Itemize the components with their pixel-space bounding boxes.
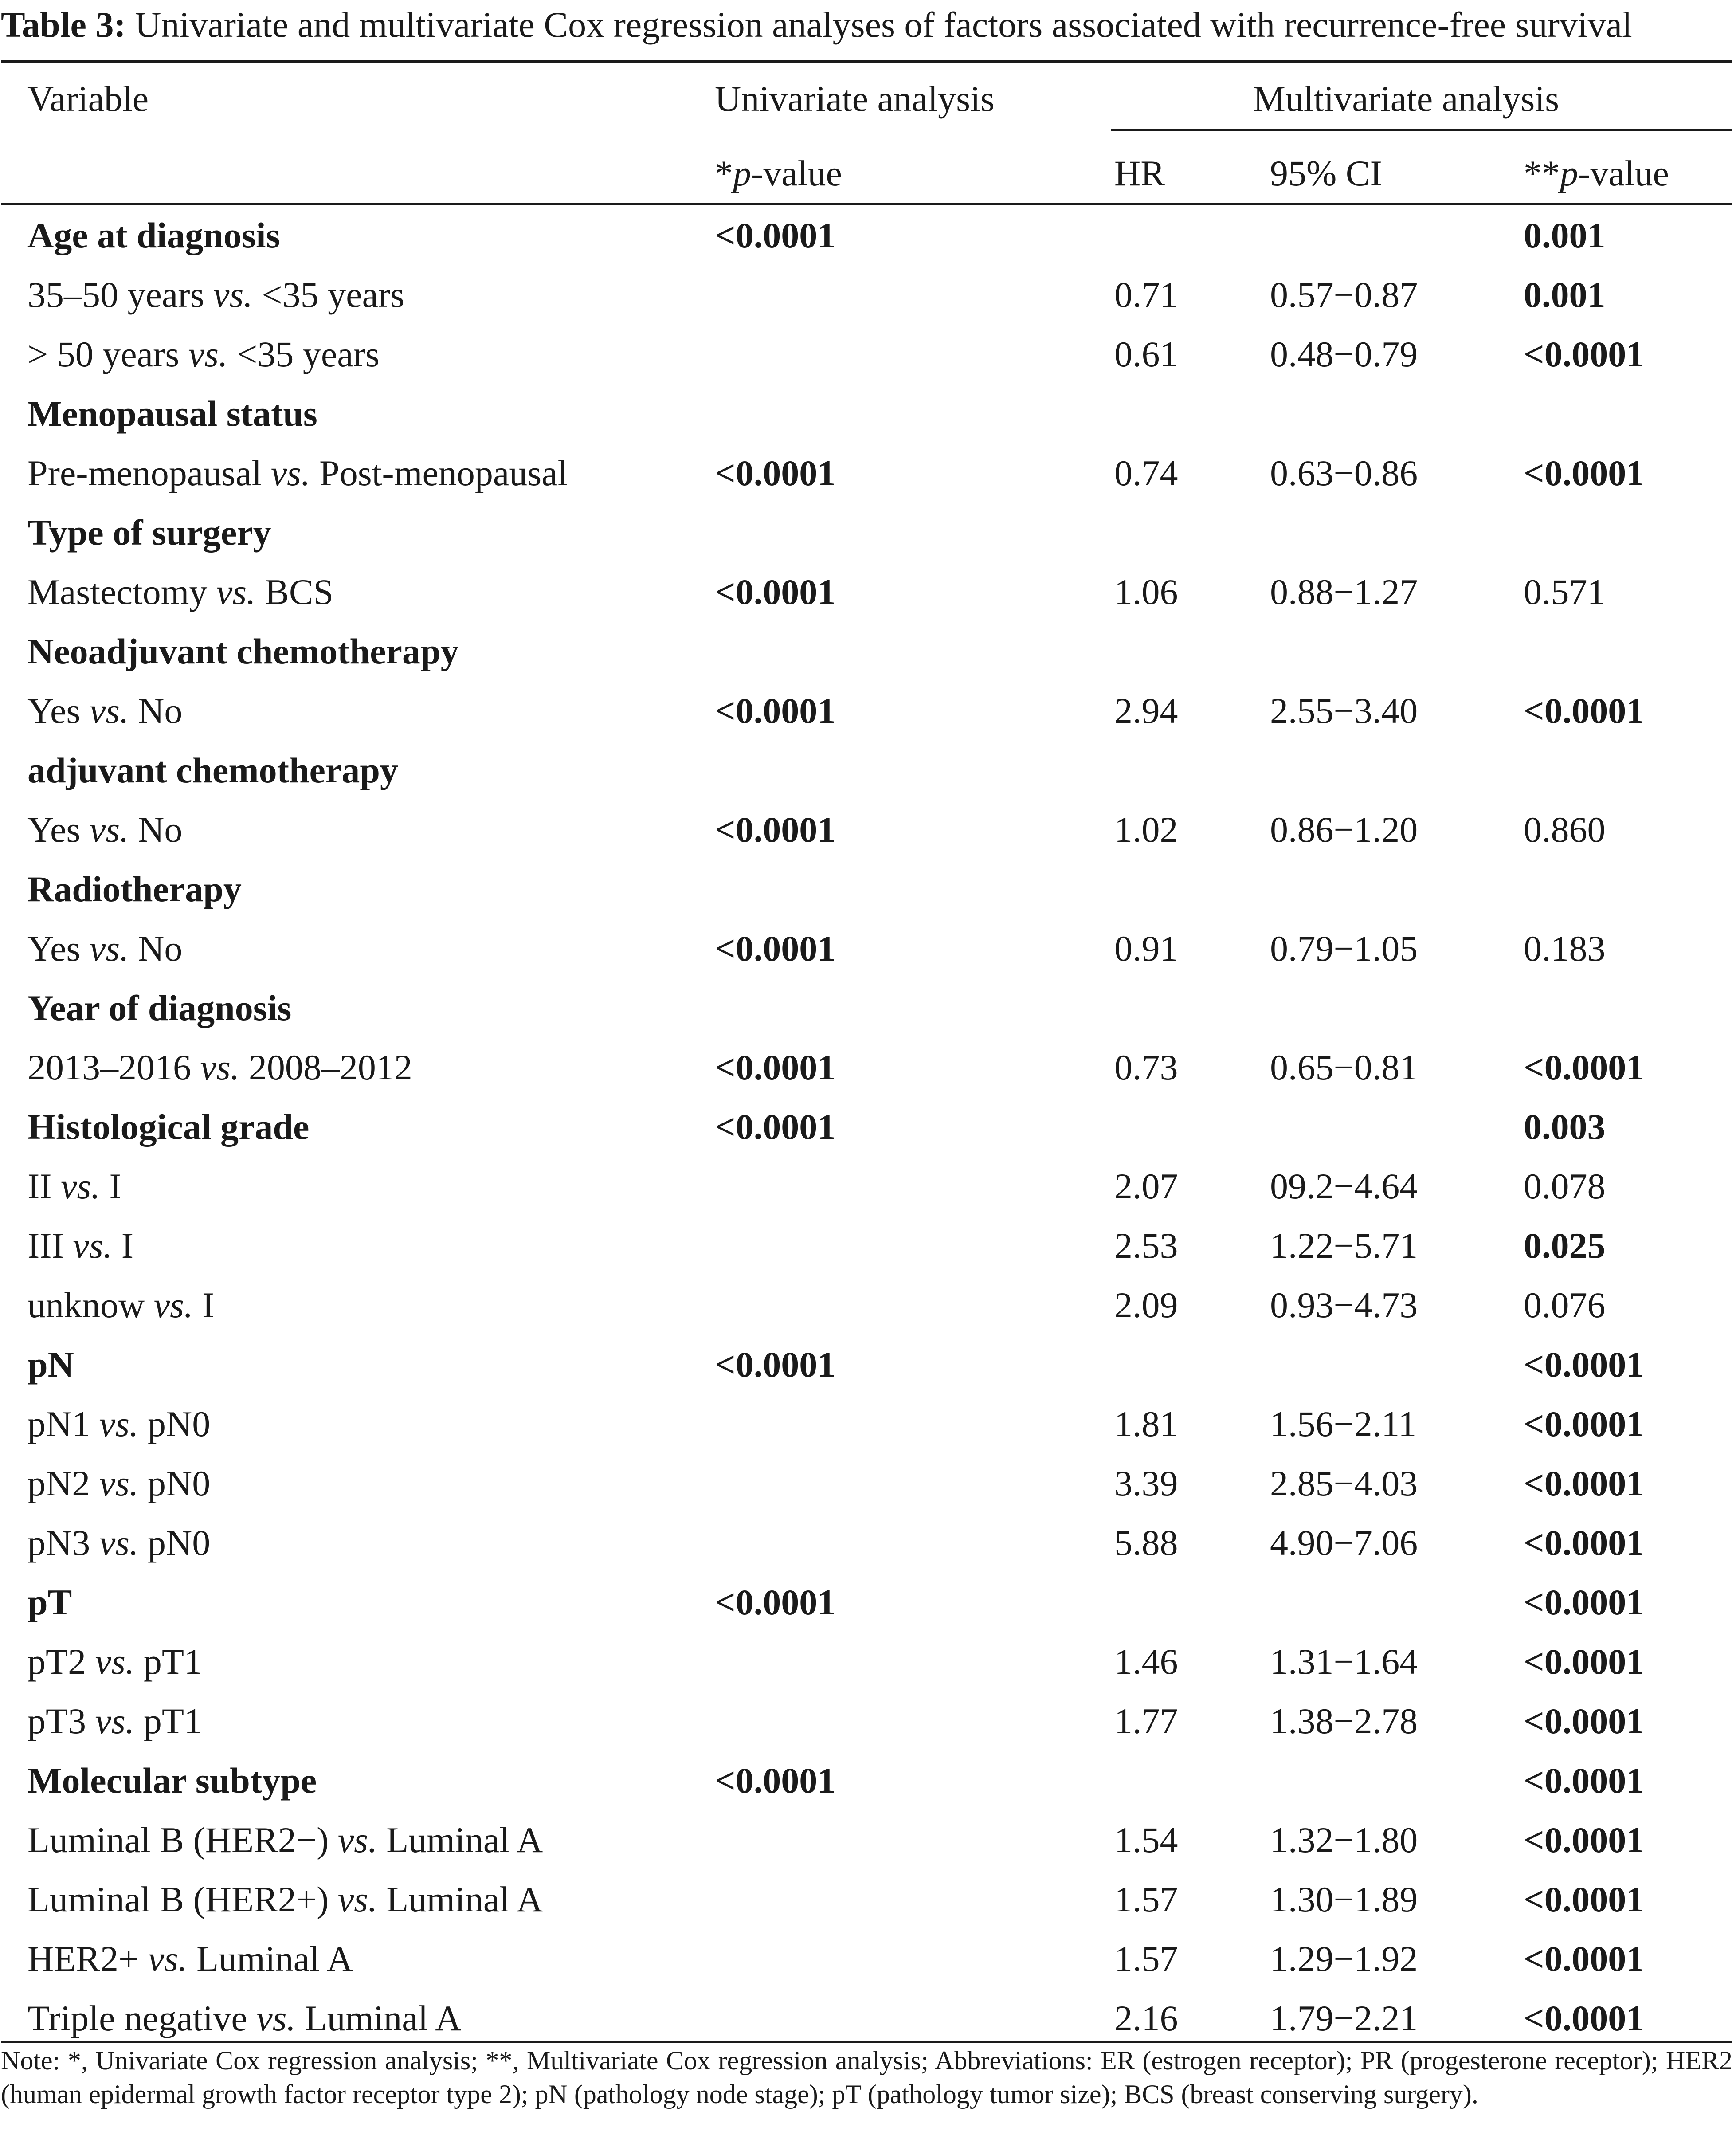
multivariate-p-cell: <0.0001 (1524, 1701, 1645, 1741)
table-row (0, 919, 1736, 978)
variable-cell: pT2 vs. pT1 (27, 1641, 202, 1682)
header-univariate: Univariate analysis (715, 79, 995, 119)
table-row (0, 1989, 1736, 2048)
variable-cell: Triple negative vs. Luminal A (27, 1998, 462, 2038)
table-row (0, 1454, 1736, 1513)
multivariate-p-cell: <0.0001 (1524, 1047, 1645, 1087)
multivariate-p-cell: <0.0001 (1524, 1404, 1645, 1444)
multivariate-p-cell: <0.0001 (1524, 1939, 1645, 1979)
univariate-p-cell: <0.0001 (715, 1760, 836, 1801)
hr-cell: 1.57 (1114, 1939, 1178, 1979)
group-row (0, 1335, 1736, 1394)
multivariate-span-rule (1111, 129, 1732, 131)
hr-cell: 1.81 (1114, 1404, 1178, 1444)
variable-cell: Pre-menopausal vs. Post-menopausal (27, 453, 568, 493)
variable-cell: 2013–2016 vs. 2008–2012 (27, 1047, 412, 1087)
variable-cell: Age at diagnosis (27, 215, 280, 255)
table-row (0, 800, 1736, 860)
ci-cell: 1.22−5.71 (1270, 1225, 1418, 1266)
variable-cell: Neoadjuvant chemotherapy (27, 631, 459, 671)
univariate-p-cell: <0.0001 (715, 928, 836, 969)
table-row (0, 1692, 1736, 1751)
bottom-rule (1, 2041, 1732, 2043)
multivariate-p-cell: <0.0001 (1524, 1344, 1645, 1385)
variable-cell: pN1 vs. pN0 (27, 1404, 211, 1444)
group-row (0, 206, 1736, 265)
multivariate-p-cell: 0.860 (1524, 809, 1606, 850)
table-row (0, 1216, 1736, 1276)
ci-cell: 1.56−2.11 (1270, 1404, 1417, 1444)
group-row (0, 741, 1736, 800)
ci-cell: 0.63−0.86 (1270, 453, 1418, 493)
multivariate-p-cell: <0.0001 (1524, 453, 1645, 493)
variable-cell: Yes vs. No (27, 809, 183, 850)
table-row (0, 444, 1736, 503)
univariate-p-cell: <0.0001 (715, 691, 836, 731)
group-row (0, 1751, 1736, 1810)
ci-cell: 0.79−1.05 (1270, 928, 1418, 969)
hr-cell: 1.57 (1114, 1879, 1178, 1919)
header-multivariate-p: **p-value (1524, 153, 1669, 193)
hr-cell: 0.91 (1114, 928, 1178, 969)
header-univariate-p: *p-value (715, 153, 842, 193)
table-row (0, 1513, 1736, 1573)
ci-cell: 2.55−3.40 (1270, 691, 1418, 731)
ci-cell: 09.2−4.64 (1270, 1166, 1418, 1206)
variable-cell: 35–50 years vs. <35 years (27, 275, 405, 315)
table-row (0, 1157, 1736, 1216)
top-rule (1, 60, 1732, 63)
hr-cell: 0.74 (1114, 453, 1178, 493)
ci-cell: 1.29−1.92 (1270, 1939, 1418, 1979)
multivariate-p-cell: <0.0001 (1524, 1641, 1645, 1682)
multivariate-p-cell: 0.025 (1524, 1225, 1606, 1266)
multivariate-p-cell: <0.0001 (1524, 1879, 1645, 1919)
ci-cell: 0.48−0.79 (1270, 334, 1418, 374)
ci-cell: 1.32−1.80 (1270, 1820, 1418, 1860)
table-row (0, 1870, 1736, 1929)
variable-cell: Radiotherapy (27, 869, 242, 909)
multivariate-p-cell: <0.0001 (1524, 1523, 1645, 1563)
hr-cell: 1.77 (1114, 1701, 1178, 1741)
variable-cell: pT3 vs. pT1 (27, 1701, 202, 1741)
variable-cell: Type of surgery (27, 512, 271, 553)
header-multivariate: Multivariate analysis (1253, 79, 1559, 119)
variable-cell: Molecular subtype (27, 1760, 317, 1801)
multivariate-p-cell: 0.001 (1524, 215, 1606, 255)
table-row (0, 1632, 1736, 1692)
hr-cell: 2.07 (1114, 1166, 1178, 1206)
ci-cell: 1.30−1.89 (1270, 1879, 1418, 1919)
ci-cell: 0.57−0.87 (1270, 275, 1418, 315)
hr-cell: 5.88 (1114, 1523, 1178, 1563)
hr-cell: 1.54 (1114, 1820, 1178, 1860)
table-row (0, 265, 1736, 325)
variable-cell: III vs. I (27, 1225, 134, 1266)
hr-cell: 1.06 (1114, 572, 1178, 612)
header-hr: HR (1114, 153, 1165, 193)
table-row (0, 681, 1736, 741)
variable-cell: Year of diagnosis (27, 988, 292, 1028)
table-caption (1, 3, 1732, 56)
hr-cell: 3.39 (1114, 1463, 1178, 1503)
multivariate-p-cell: <0.0001 (1524, 1820, 1645, 1860)
multivariate-p-cell: <0.0001 (1524, 691, 1645, 731)
variable-cell: HER2+ vs. Luminal A (27, 1939, 353, 1979)
variable-cell: pN (27, 1344, 74, 1385)
header-ci: 95% CI (1270, 153, 1382, 193)
variable-cell: pN2 vs. pN0 (27, 1463, 211, 1503)
table-note: Note: *, Univariate Cox regression analysis; **, Multivariate Cox regression analysis; Abbreviations: ER (estrogen receptor); PR (progesterone receptor); HER2 (human epidermal growth factor receptor type 2); pN (pathology node stage); pT (pathology tumor size); BCS (breast conserving surgery). (1, 2046, 1732, 2109)
univariate-p-cell: <0.0001 (715, 453, 836, 493)
variable-cell: unknow vs. I (27, 1285, 215, 1325)
variable-cell: pN3 vs. pN0 (27, 1523, 211, 1563)
group-row (0, 622, 1736, 681)
multivariate-p-cell: 0.003 (1524, 1107, 1606, 1147)
univariate-p-cell: <0.0001 (715, 1107, 836, 1147)
hr-cell: 1.46 (1114, 1641, 1178, 1682)
group-row (0, 978, 1736, 1038)
group-row (0, 860, 1736, 919)
variable-cell: II vs. I (27, 1166, 121, 1206)
variable-cell: Menopausal status (27, 393, 317, 434)
variable-cell: pT (27, 1582, 72, 1622)
ci-cell: 0.65−0.81 (1270, 1047, 1418, 1087)
variable-cell: Histological grade (27, 1107, 310, 1147)
multivariate-p-cell: <0.0001 (1524, 1463, 1645, 1503)
hr-cell: 2.16 (1114, 1998, 1178, 2038)
univariate-p-cell: <0.0001 (715, 809, 836, 850)
group-row (0, 1573, 1736, 1632)
header-variable: Variable (27, 79, 149, 119)
table-caption-label: Table 3: (1, 4, 126, 45)
multivariate-p-cell: 0.076 (1524, 1285, 1606, 1325)
multivariate-p-cell: 0.001 (1524, 275, 1606, 315)
ci-cell: 0.86−1.20 (1270, 809, 1418, 850)
hr-cell: 0.71 (1114, 275, 1178, 315)
hr-cell: 0.73 (1114, 1047, 1178, 1087)
ci-cell: 1.31−1.64 (1270, 1641, 1418, 1682)
multivariate-p-cell: <0.0001 (1524, 334, 1645, 374)
table-row (0, 1929, 1736, 1989)
hr-cell: 2.53 (1114, 1225, 1178, 1266)
group-row (0, 1097, 1736, 1157)
group-row (0, 503, 1736, 562)
variable-cell: Mastectomy vs. BCS (27, 572, 334, 612)
variable-cell: Luminal B (HER2+) vs. Luminal A (27, 1879, 543, 1919)
ci-cell: 0.88−1.27 (1270, 572, 1418, 612)
variable-cell: > 50 years vs. <35 years (27, 334, 380, 374)
multivariate-p-cell: <0.0001 (1524, 1998, 1645, 2038)
hr-cell: 2.09 (1114, 1285, 1178, 1325)
univariate-p-cell: <0.0001 (715, 215, 836, 255)
hr-cell: 1.02 (1114, 809, 1178, 850)
univariate-p-cell: <0.0001 (715, 572, 836, 612)
table-caption-text: Univariate and multivariate Cox regression analyses of factors associated with recurrence-free survival (135, 4, 1632, 45)
univariate-p-cell: <0.0001 (715, 1344, 836, 1385)
multivariate-p-cell: 0.078 (1524, 1166, 1606, 1206)
ci-cell: 2.85−4.03 (1270, 1463, 1418, 1503)
hr-cell: 0.61 (1114, 334, 1178, 374)
univariate-p-cell: <0.0001 (715, 1047, 836, 1087)
ci-cell: 0.93−4.73 (1270, 1285, 1418, 1325)
multivariate-p-cell: 0.571 (1524, 572, 1606, 612)
table-row (0, 325, 1736, 384)
variable-cell: Yes vs. No (27, 691, 183, 731)
ci-cell: 1.38−2.78 (1270, 1701, 1418, 1741)
table-row (0, 1038, 1736, 1097)
multivariate-p-cell: <0.0001 (1524, 1582, 1645, 1622)
table-row (0, 1810, 1736, 1870)
group-row (0, 384, 1736, 444)
univariate-p-cell: <0.0001 (715, 1582, 836, 1622)
ci-cell: 4.90−7.06 (1270, 1523, 1418, 1563)
table-row (0, 1394, 1736, 1454)
variable-cell: Yes vs. No (27, 928, 183, 969)
hr-cell: 2.94 (1114, 691, 1178, 731)
variable-cell: adjuvant chemotherapy (27, 750, 398, 790)
multivariate-p-cell: <0.0001 (1524, 1760, 1645, 1801)
table-row (0, 562, 1736, 622)
table-row (0, 1276, 1736, 1335)
header-rule (1, 203, 1732, 205)
multivariate-p-cell: 0.183 (1524, 928, 1606, 969)
ci-cell: 1.79−2.21 (1270, 1998, 1418, 2038)
variable-cell: Luminal B (HER2−) vs. Luminal A (27, 1820, 543, 1860)
